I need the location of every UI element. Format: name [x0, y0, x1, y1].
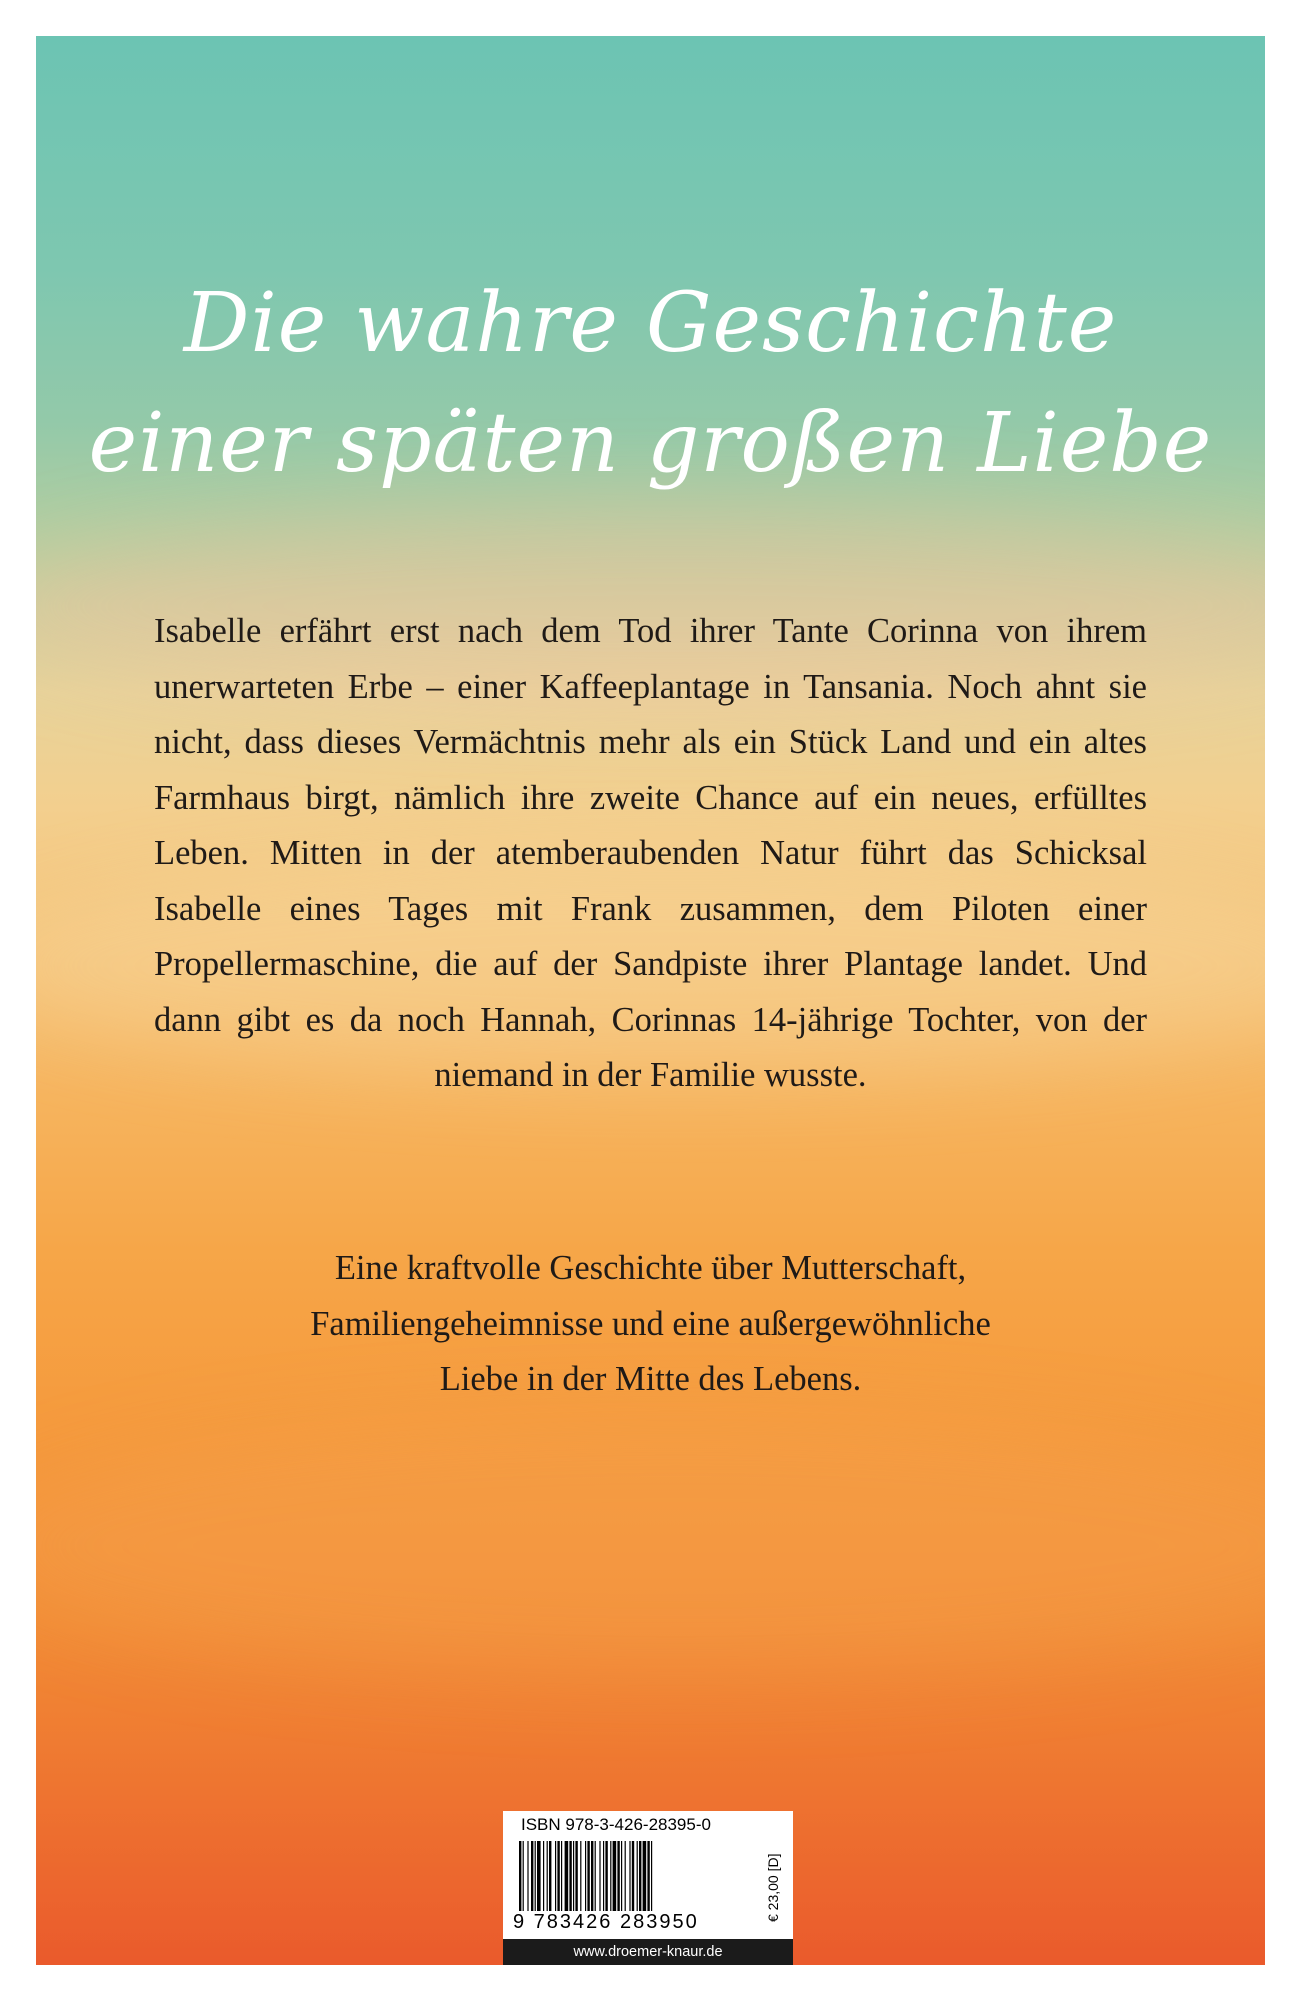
isbn-label: ISBN 978-3-426-28395-0 — [521, 1815, 711, 1834]
tagline-line-1: Eine kraftvolle Geschichte über Mutterschaft, — [334, 1249, 967, 1287]
barcode-box — [503, 1811, 793, 1965]
blurb-tagline — [154, 1241, 1147, 1408]
headline — [36, 264, 1265, 504]
publisher-website: www.droemer-knaur.de — [503, 1939, 793, 1965]
tagline-line-3: Liebe in der Mitte des Lebens. — [439, 1360, 862, 1398]
headline-line-2: einer späten großen Liebe — [88, 396, 1213, 491]
book-back-cover — [36, 36, 1265, 1965]
tagline-line-2: Familiengeheimnisse und eine außergewöhnliche — [310, 1304, 991, 1343]
background-cloud — [36, 1416, 1265, 1676]
blurb-description: Isabelle erfährt erst nach dem Tod ihrer Tante Corinna von ihrem unerwarteten Erbe – einer Kaffeeplantage in Tansania. Noch ahnt sie nicht, dass dieses Vermächtnis mehr als ein Stück Land und ein altes Farmhaus birgt, nämlich ihre zweite Chance auf ein neues, erfülltes Leben. Mitten in der atemberaubenden Natur führt das Schicksal Isabelle eines Tages mit Frank zusammen, dem Piloten einer Propellermaschine, die auf der Sandpiste ihrer Plantage landet. Und dann gibt es da noch Hannah, Corinnas 14-jährige Tochter, von der niemand in der Familie wusste. — [154, 612, 1147, 1094]
price-label: € 23,00 [D] — [765, 1853, 781, 1923]
ean-digits: 9 783426 283950 — [513, 1911, 699, 1933]
barcode-icon — [517, 1841, 749, 1911]
headline-line-1: Die wahre Geschichte — [183, 276, 1118, 371]
